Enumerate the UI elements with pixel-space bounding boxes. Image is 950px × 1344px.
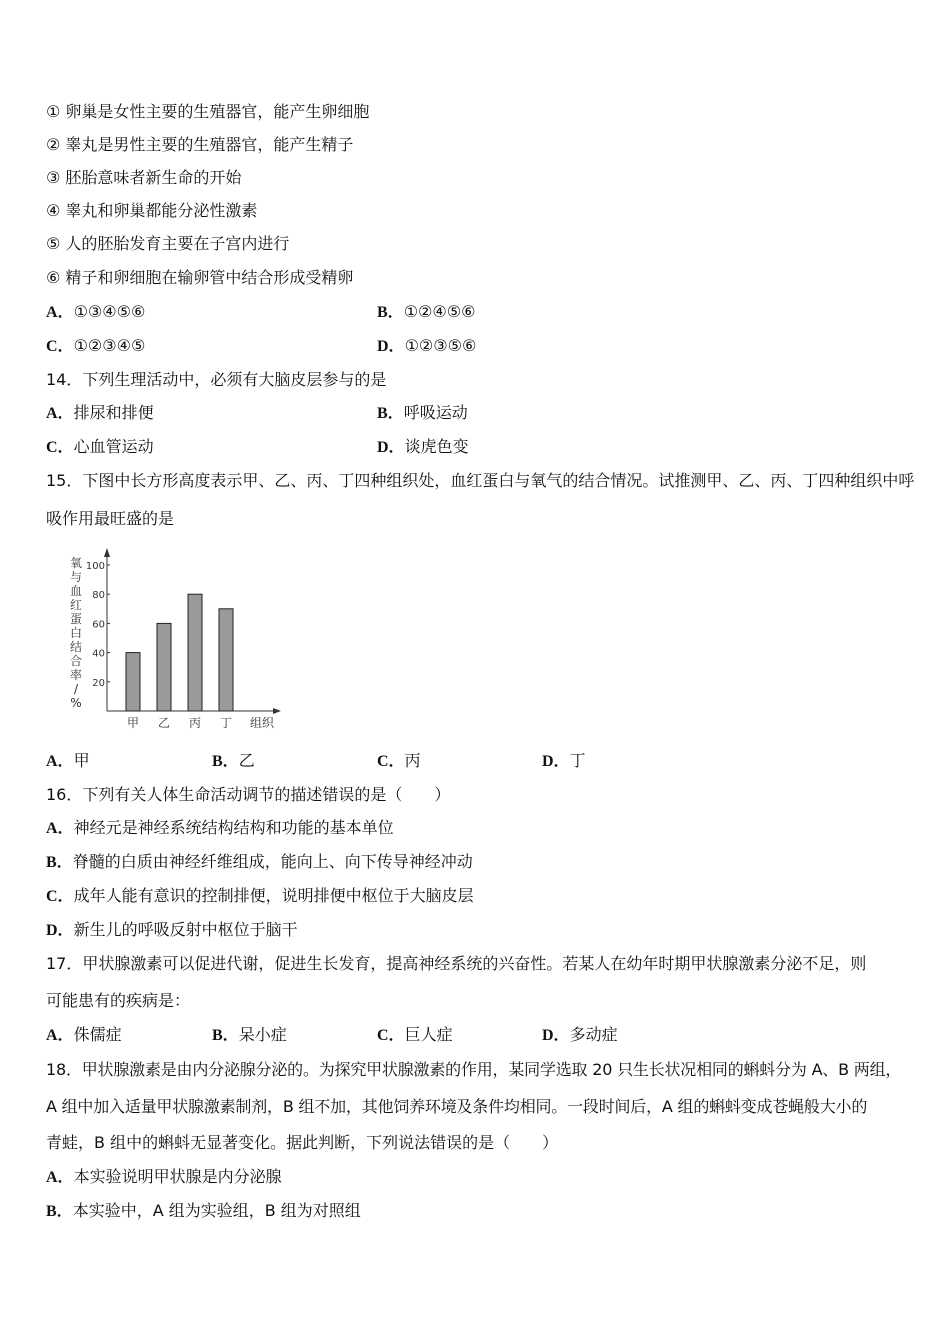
y-tick-label: 60 [92, 619, 105, 631]
option-text: 甲 [73, 751, 90, 770]
y-label-char: 白 [69, 626, 83, 640]
q13-statement-1: ① 卵巢是女性主要的生殖器官，能产生卵细胞 [46, 102, 370, 121]
q17-option-c [377, 1025, 453, 1046]
q16-option-b [46, 852, 473, 873]
option-letter: D． [377, 439, 405, 456]
option-text: ①②④⑤⑥ [403, 302, 476, 321]
option-letter: D． [377, 338, 405, 355]
option-text: 谈虎色变 [404, 437, 469, 456]
y-label-char: 血 [69, 584, 83, 598]
option-letter: A． [46, 753, 74, 770]
option-text: 巨人症 [404, 1025, 453, 1044]
option-text: 本实验中，A 组为实验组，B 组为对照组 [72, 1201, 361, 1220]
q16-option-c [46, 886, 474, 907]
option-text: 本实验说明甲状腺是内分泌腺 [73, 1167, 282, 1186]
option-text: ①③④⑤⑥ [73, 302, 146, 321]
option-letter: B． [377, 405, 404, 422]
option-letter: B． [212, 753, 239, 770]
q15-stem-line-1: 15．下图中长方形高度表示甲、乙、丙、丁四种组织处，血红蛋白与氧气的结合情况。试推测甲、乙、丙、丁四种组织中呼 [46, 471, 915, 490]
option-letter: C． [377, 753, 405, 770]
y-label-char: 与 [69, 570, 83, 584]
option-text: ①②③④⑤ [73, 336, 146, 355]
q17-option-d [542, 1025, 618, 1046]
bars [126, 594, 233, 711]
bar [126, 653, 140, 711]
option-letter: B． [46, 854, 73, 871]
option-letter: A． [46, 304, 74, 321]
q17-option-a [46, 1025, 122, 1046]
option-letter: C． [46, 338, 74, 355]
x-tick-label: 乙 [157, 716, 171, 730]
option-text: 成年人能有意识的控制排便，说明排便中枢位于大脑皮层 [73, 886, 474, 905]
y-tick-label: 80 [92, 590, 105, 602]
option-text: 呼吸运动 [403, 403, 468, 422]
option-text: 呆小症 [238, 1025, 287, 1044]
option-text: 丁 [569, 751, 586, 770]
option-text: 脊髓的白质由神经纤维组成，能向上、向下传导神经冲动 [72, 852, 473, 871]
option-text: 神经元是神经系统结构结构和功能的基本单位 [73, 818, 394, 837]
option-letter: A． [46, 1027, 74, 1044]
q15-option-c [377, 751, 421, 772]
option-letter: A． [46, 820, 74, 837]
q14-option-b [377, 403, 468, 424]
y-label-char: / [73, 682, 79, 696]
option-letter: A． [46, 405, 74, 422]
q13-statement-2: ② 睾丸是男性主要的生殖器官，能产生精子 [46, 135, 354, 154]
q16-option-d [46, 920, 298, 941]
option-text: 侏儒症 [73, 1025, 122, 1044]
q17-stem-line-2: 可能患有的疾病是： [46, 991, 191, 1010]
y-label-char: 氧 [69, 556, 83, 570]
option-letter: D． [46, 922, 74, 939]
y-axis-arrow [104, 548, 110, 557]
option-text: 心血管运动 [73, 437, 154, 456]
option-letter: C． [377, 1027, 405, 1044]
option-text: 新生儿的呼吸反射中枢位于脑干 [73, 920, 298, 939]
q16-option-a [46, 818, 394, 839]
y-axis-label [70, 556, 82, 710]
y-label-char: 结 [69, 640, 83, 654]
option-letter: B． [377, 304, 404, 321]
q13-option-c [46, 336, 145, 357]
x-tick-label: 丙 [188, 716, 202, 730]
q18-option-a [46, 1167, 282, 1188]
y-tick-label: 100 [85, 561, 105, 572]
q17-option-b [212, 1025, 287, 1046]
q14-option-d [377, 437, 469, 458]
q18-stem-line-2: A 组中加入适量甲状腺激素制剂，B 组不加，其他饲养环境及条件均相同。一段时间后，A 组的蝌蚪变成苍蝇般大小的 [46, 1097, 868, 1116]
q18-stem-line-1: 18．甲状腺激素是由内分泌腺分泌的。为探究甲状腺激素的作用，某同学选取 20 只生长状况相同的蝌蚪分为 A、B 两组， [46, 1060, 902, 1079]
option-letter: C． [46, 888, 74, 905]
q13-statement-6: ⑥ 精子和卵细胞在输卵管中结合形成受精卵 [46, 268, 354, 287]
q14-option-a [46, 403, 154, 424]
q13-option-b [377, 302, 475, 323]
x-ticks [127, 716, 232, 730]
x-tick-label: 甲 [126, 716, 140, 730]
q15-option-b [212, 751, 255, 772]
x-tick-label: 丁 [219, 716, 233, 730]
option-letter: A． [46, 1169, 74, 1186]
x-axis-arrow [273, 708, 281, 714]
bar [188, 594, 202, 711]
option-letter: B． [212, 1027, 239, 1044]
q15-stem-line-2: 吸作用最旺盛的是 [46, 509, 175, 528]
bar-chart [60, 545, 290, 745]
option-text: 丙 [404, 751, 421, 770]
q17-stem-line-1: 17．甲状腺激素可以促进代谢，促进生长发育，提高神经系统的兴奋性。若某人在幼年时期甲状腺激素分泌不足，则 [46, 954, 867, 973]
q15-option-a [46, 751, 90, 772]
q16-stem: 16．下列有关人体生命活动调节的描述错误的是（ ） [46, 785, 451, 804]
y-tick-label: 20 [92, 677, 105, 689]
y-label-char: 红 [69, 598, 83, 612]
q13-option-d [377, 336, 476, 357]
option-text: 多动症 [569, 1025, 618, 1044]
option-letter: D． [542, 753, 570, 770]
y-tick-label: 40 [92, 648, 105, 660]
q14-option-c [46, 437, 154, 458]
y-ticks [86, 561, 110, 689]
bar [157, 623, 171, 711]
q18-stem-line-3: 青蛙，B 组中的蝌蚪无显著变化。据此判断，下列说法错误的是（ ） [46, 1133, 559, 1152]
option-letter: C． [46, 439, 74, 456]
y-label-char: 合 [69, 654, 83, 668]
option-letter: D． [542, 1027, 570, 1044]
q15-option-d [542, 751, 586, 772]
y-label-char: 率 [69, 668, 83, 682]
option-letter: B． [46, 1203, 73, 1220]
option-text: ①②③⑤⑥ [404, 336, 477, 355]
option-text: 排尿和排便 [73, 403, 154, 422]
bar [219, 609, 233, 711]
y-label-char: % [70, 696, 82, 710]
y-label-char: 蛋 [69, 612, 83, 626]
q13-statement-5: ⑤ 人的胚胎发育主要在子宫内进行 [46, 234, 290, 253]
q13-option-a [46, 302, 145, 323]
q13-statement-4: ④ 睾丸和卵巢都能分泌性激素 [46, 201, 258, 220]
option-text: 乙 [238, 751, 255, 770]
x-axis-label: 组织 [250, 716, 275, 730]
q14-stem: 14．下列生理活动中，必须有大脑皮层参与的是 [46, 370, 387, 389]
q13-statement-3: ③ 胚胎意味者新生命的开始 [46, 168, 242, 187]
q18-option-b [46, 1201, 361, 1222]
